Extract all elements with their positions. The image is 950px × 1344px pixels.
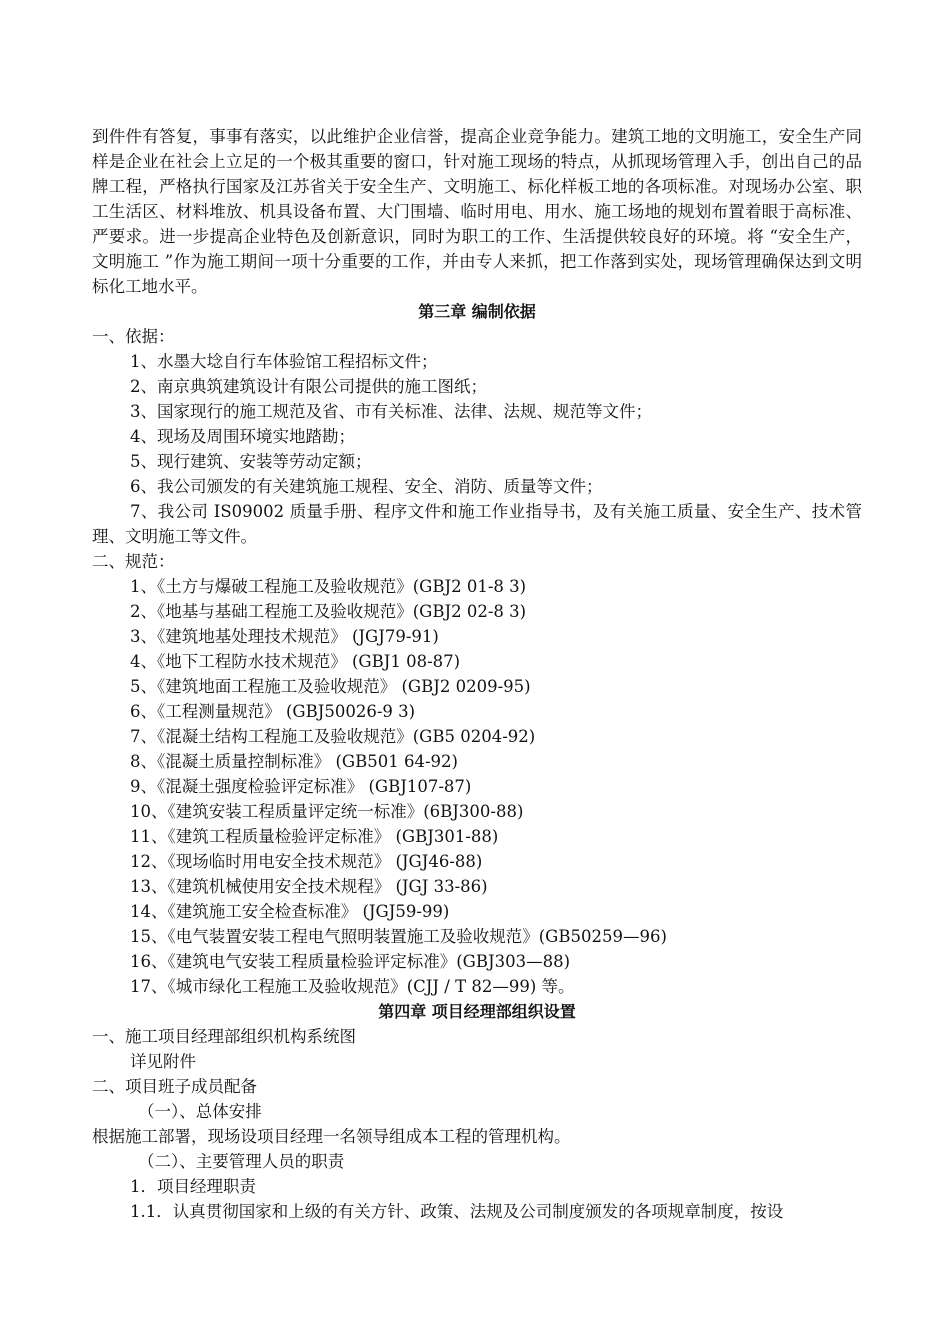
norm-item: 3、《建筑地基处理技术规范》 (JGJ79-91) xyxy=(130,627,439,646)
norm-item: 2、《地基与基础工程施工及验收规范》(GBJ2 02-8 3) xyxy=(130,602,527,621)
intro-paragraph: 到件件有答复，事事有落实，以此维护企业信誉，提高企业竞争能力。建筑工地的文明施工，安全生产同样是企业在社会上立足的一个极其重要的窗口，针对施工现场的特点，从抓现场管理入手，创出自己的品牌工程，严格执行国家及江苏省关于安全生产、文明施工、标化样板工地的各项标准。对现场办公室、职工生活区、材料堆放、机具设备布置、大门围墙、临时用电、用水、施工场地的规划布置着眼于高标准、严要求。进一步提高企业特色及创新意识，同时为职工的工作、生活提供较良好的环境。将 “安全生产，文明施工 ”作为施工期间一项十分重要的工作，并由专人来抓，把工作落到实处，现场管理确保达到文明标化工地水平。 xyxy=(92,127,862,296)
norms-list xyxy=(92,574,862,999)
basis-item: 6、我公司颁发的有关建筑施工规程、安全、消防、质量等文件； xyxy=(130,477,603,496)
norm-item: 12、《现场临时用电安全技术规范》 (JGJ46-88) xyxy=(130,852,483,871)
chapter-3-title: 第三章 编制依据 xyxy=(418,302,536,321)
norm-item: 6、《工程测量规范》 (GBJ50026-9 3) xyxy=(130,702,416,721)
see-attachment: 详见附件 xyxy=(130,1052,196,1071)
norms-heading: 二、规范： xyxy=(92,552,175,571)
norm-item: 5、《建筑地面工程施工及验收规范》 (GBJ2 0209-95) xyxy=(130,677,531,696)
norm-item: 9、《混凝土强度检验评定标准》 (GBJ107-87) xyxy=(130,777,472,796)
subsection-overall: （一）、总体安排 xyxy=(138,1102,262,1121)
basis-item: 2、南京典筑建筑设计有限公司提供的施工图纸； xyxy=(130,377,487,396)
pm-duty-item: 1.1．认真贯彻国家和上级的有关方针、政策、法规及公司制度颁发的各项规章制度，按设 xyxy=(130,1202,784,1221)
section-org-chart: 一、施工项目经理部组织机构系统图 xyxy=(92,1027,356,1046)
document-page xyxy=(92,124,862,1224)
basis-list xyxy=(92,349,862,499)
basis-heading: 一、依据： xyxy=(92,327,175,346)
overall-text: 根据施工部署，现场设项目经理一名领导组成本工程的管理机构。 xyxy=(92,1127,571,1146)
norm-item: 13、《建筑机械使用安全技术规程》 (JGJ 33-86) xyxy=(130,877,488,896)
section-team: 二、项目班子成员配备 xyxy=(92,1077,257,1096)
basis-item: 1、水墨大埝自行车体验馆工程招标文件； xyxy=(130,352,438,371)
norm-item: 7、《混凝土结构工程施工及验收规范》(GB5 0204-92) xyxy=(130,727,536,746)
chapter-4-title: 第四章 项目经理部组织设置 xyxy=(378,1002,576,1021)
subsection-duties: （二）、主要管理人员的职责 xyxy=(138,1152,345,1171)
norm-item: 4、《地下工程防水技术规范》 (GBJ1 08-87) xyxy=(130,652,461,671)
norm-item: 15、《电气装置安装工程电气照明装置施工及验收规范》(GB50259—96) xyxy=(130,927,667,946)
basis-item: 4、现场及周围环境实地踏勘； xyxy=(130,427,355,446)
basis-item: 3、国家现行的施工规范及省、市有关标准、法律、法规、规范等文件； xyxy=(130,402,652,421)
norm-item: 17、《城市绿化工程施工及验收规范》(CJJ / T 82—99) 等。 xyxy=(130,977,575,996)
norm-item: 14、《建筑施工安全检查标准》 (JGJ59-99) xyxy=(130,902,450,921)
norm-item: 11、《建筑工程质量检验评定标准》 (GBJ301-88) xyxy=(130,827,499,846)
norm-item: 16、《建筑电气安装工程质量检验评定标准》(GBJ303—88) xyxy=(130,952,571,971)
basis-item-7: 7、我公司 IS09002 质量手册、程序文件和施工作业指导书，及有关施工质量、安全生产、技术管理、文明施工等文件。 xyxy=(92,502,862,546)
pm-duty-heading: 1．项目经理职责 xyxy=(130,1177,256,1196)
basis-item: 5、现行建筑、安装等劳动定额； xyxy=(130,452,372,471)
norm-item: 1、《土方与爆破工程施工及验收规范》(GBJ2 01-8 3) xyxy=(130,577,527,596)
norm-item: 8、《混凝土质量控制标准》 (GB501 64-92) xyxy=(130,752,458,771)
norm-item: 10、《建筑安装工程质量评定统一标准》(6BJ300-88) xyxy=(130,802,524,821)
